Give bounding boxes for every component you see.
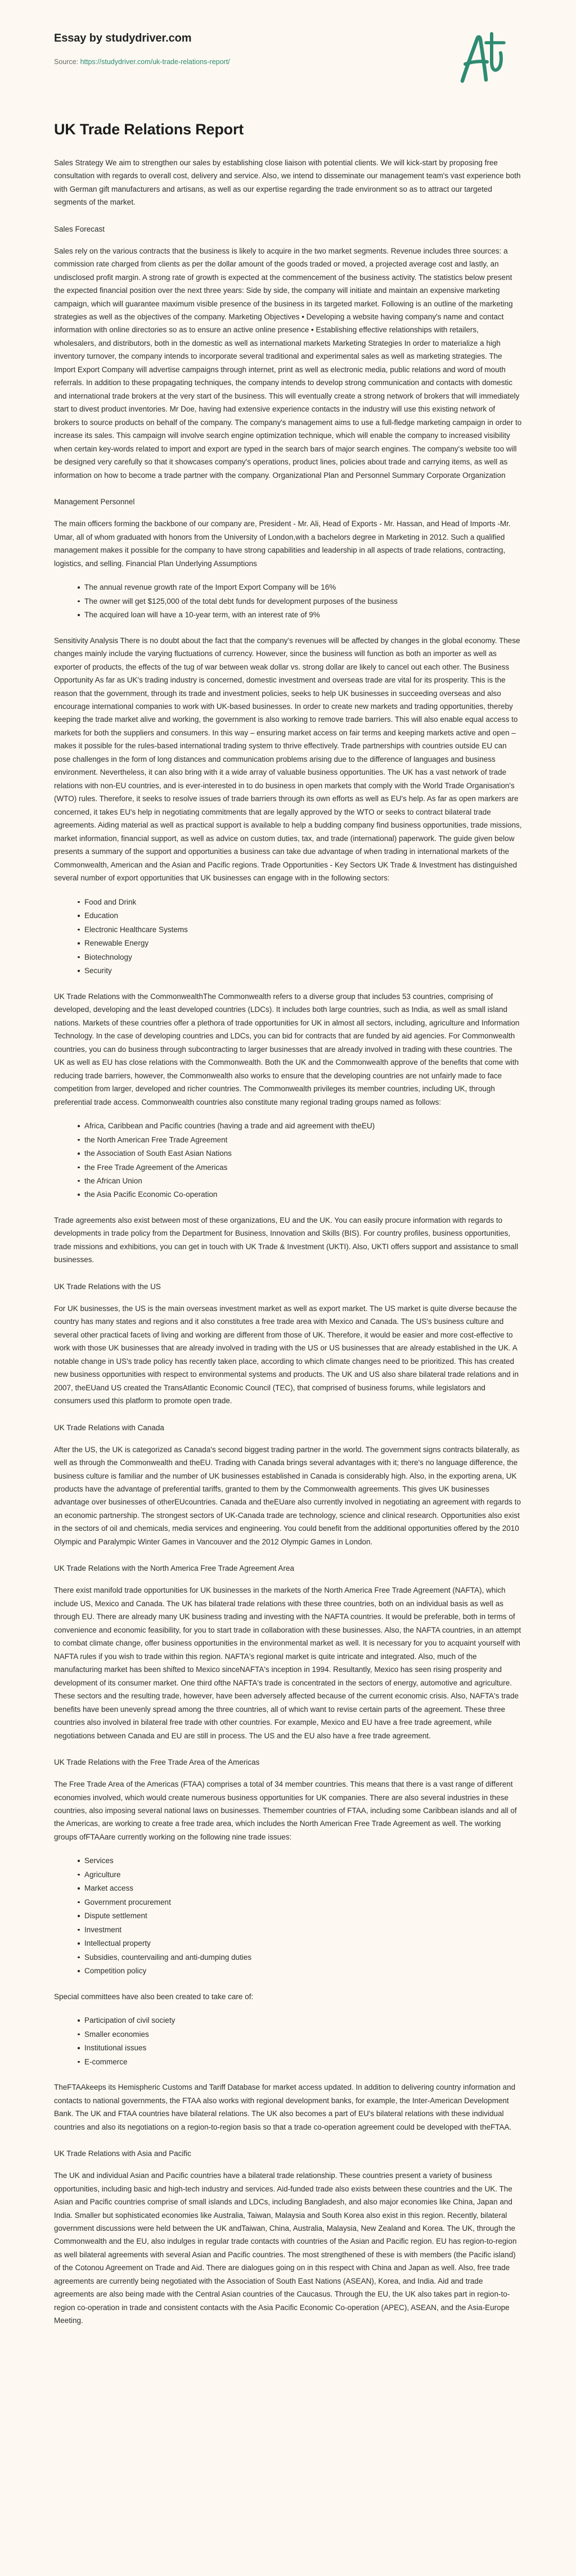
paragraph: The main officers forming the backbone of our company are, President - Mr. Ali, Head of Exports - Mr. Hassan, and Head of Imports -Mr. Umar, all of whom graduated with honors from the University of London,with a bachelors degree in Marketing in 2012. Such a qualified management makes it possible for the company to have strong capabilities and leadership in all aspects of trade relations, contracting, logistics, and selling. Financial Plan Underlying Assumptions — [54, 519, 511, 568]
list-item: the North American Free Trade Agreement — [78, 1133, 522, 1146]
list-item: the Association of South East Asian Nations — [78, 1147, 522, 1160]
paragraph: There exist manifold trade opportunities for UK businesses in the markets of the North America Free Trade Agreement (NAFTA), which include US, Mexico and Canada. The UK has bilateral trade relations with these three countries, both on an individual basis as well as through EU. There are already many UK business trading and investing with the NAFTA countries. It would be preferable, both in terms of convenience and economic feasibility, for you to start trade in collaboration with these businesses. Also, the NAFTA countries, in an attempt to combat climate change, offer business opportunities in the environmental market as well. It is necessary for you to acquaint yourself with NAFTA rules if you wish to trade within this region. NAFTA's regional market is quite intricate and integrated. Also, much of the manufacturing market has been shifted to Mexico sinceNAFTA's inception in 1994. Resultantly, Mexico has seen rising prosperity and development of its consumer market. One third ofthe NAFTA's trade is concentrated in the sectors of energy, automotive and agriculture. These sectors and the resulting trade, however, have been adversely affected because of the current economic crisis. Also, NAFTA's trade benefits have been unevenly spread among the three countries, all of which want to revise certain parts of the agreement. These three countries also involved in bilateral free trade with other countries. For example, Mexico and EU have a free trade agreement, while negotiations between Canada and EU are still in process. The US and the EU also have a free trade agreement. — [54, 1586, 521, 1740]
list-item: Competition policy — [78, 1964, 522, 1977]
source-url-link[interactable]: https://studydriver.com/uk-trade-relations-report/ — [80, 58, 230, 66]
section-heading-sales-forecast: Sales Forecast — [54, 224, 105, 233]
section-heading-asia-pacific: UK Trade Relations with Asia and Pacific — [54, 2149, 191, 2158]
document-body — [0, 85, 576, 2378]
list-item: The owner will get $125,000 of the total debt funds for development purposes of the business — [78, 595, 522, 608]
list-item: Dispute settlement — [78, 1909, 522, 1922]
a-plus-logo-icon — [457, 29, 508, 85]
list-item: Renewable Energy — [78, 937, 522, 950]
paragraph: The Free Trade Area of the Americas (FTAA) comprises a total of 34 member countries. This means that there is a vast range of different economies involved, which would create numerous business opportunities for UK companies. There are also several industries in these countries, also imposing several national laws on businesses. Themember countries of FTAA, including some Caribbean islands and all of the Americas, are working to create a free trade area, which includes the North American Free Trade Agreement as well. The working groups ofFTAAare currently working on the following nine trade issues: — [54, 1780, 517, 1841]
regional-trading-groups-list — [54, 1119, 522, 1201]
paragraph-commonwealth: UK Trade Relations with the CommonwealthThe Commonwealth refers to a diverse group that includes 53 countries, comprising of developed, developing and the least developed countries (LDCs). It includes both large countries, such as India, as well as small island nations. Markets of these countries offer a plethora of trade opportunities for UK in almost all sectors, including, agriculture and Information Technology. In the case of developing countries and LDCs, you can bid for contracts that are funded by aid agencies. For Commonwealth countries, you can do business through subcontracting to larger businesses that are already involved in trading with these countries. The UK as well as EU has close relations with the Commonwealth. Both the UK and the Commonwealth approve of the benefits that come with reducing trade barriers, however, the Commonwealth also works to ensure that the developing countries are not unfairly made to face competition from larger, developed and richer countries. The Commonwealth privileges its member countries, including UK, through preferential trade access. Commonwealth countries also constitute many regional trading groups named as follows: — [54, 992, 520, 1106]
section-heading-us: UK Trade Relations with the US — [54, 1282, 161, 1291]
paragraph: Trade agreements also exist between most of these organizations, EU and the UK. You can easily procure information with regards to developments in trade policy from the Department for Business, Innovation and Skills (BIS). For country profiles, business opportunities, trade missions and exhibitions, you can get in touch with UK Trade & Investment (UKTI). Also, UKTI offers support and assistance to small businesses. — [54, 1215, 519, 1264]
section-heading-ftaa: UK Trade Relations with the Free Trade Area of the Americas — [54, 1758, 260, 1767]
list-item: Food and Drink — [78, 896, 522, 909]
list-item: Government procurement — [78, 1896, 522, 1909]
paragraph: Sensitivity Analysis There is no doubt about the fact that the company's revenues will be affected by changes in the global economy. These changes mainly include the varying fluctuations of currency. However, since the business will function as both an importer as well as exporter of products, the effects of the tug of war between weak dollar vs. strong dollar are likely to cancel out each other. The Business Opportunity As far as UK's trading industry is concerned, domestic investment and overseas trade are vital for its prosperity. This is the reason that the government, through its trade and investment policies, seeks to help UK businesses in succeeding overseas and also encourage international companies to work with UK-based businesses. In order to create new markets and trading opportunities, thereby keeping the trade market alive and working, the government is also working to remove trade barriers. This will also enable equal access to markets for both the suppliers and consumers. In this way – ensuring market access on fair terms and keeping markets active and open – makes it possible for the rules-based international trading system to thrive effectively. Trade partnerships with countries outside EU can pose challenges in the form of long distances and communication problems arising due to the difference of languages and business environment. Nevertheless, it can also bring with it a wide array of valuable business opportunities. The UK has a vast network of trade relations with non-EU countries, and is ever-interested in to do business in open markets that comply with the World Trade Organisation's (WTO) rules. Therefore, it seeks to resolve issues of trade barriers through its own efforts as well as EU's help. As far as open markers are concerned, it takes EU's help in negotiating commitments that are legally approved by the WTO or seeks to contract bilateral trade agreements. Aiding material as well as practical support is available to help a budding company find business opportunities, trade missions, market information, financial support, as well as advice on custom duties, tax, and trade (international) paperwork. The guide given below presents a summary of the support and opportunities a business can take due advantage of when trading in international markets of the Commonwealth, American and the Asian and Pacific regions. Trade Opportunities - Key Sectors UK Trade & Investment has distinguished several number of export opportunities that UK businesses can engage with in the following sectors: — [54, 636, 522, 883]
brand-title: Essay by studydriver.com — [54, 32, 192, 44]
list-item: Electronic Healthcare Systems — [78, 923, 522, 936]
list-item: the African Union — [78, 1174, 522, 1187]
list-item: Africa, Caribbean and Pacific countries (having a trade and aid agreement with theEU) — [78, 1119, 522, 1132]
list-item: Services — [78, 1854, 522, 1867]
list-item: Institutional issues — [78, 2041, 522, 2054]
assumptions-list — [54, 581, 522, 621]
section-heading-nafta: UK Trade Relations with the North America Free Trade Agreement Area — [54, 1564, 294, 1573]
list-item: Security — [78, 964, 522, 977]
source-line — [54, 57, 230, 66]
section-heading-canada: UK Trade Relations with Canada — [54, 1423, 164, 1432]
list-item: The annual revenue growth rate of the Import Export Company will be 16% — [78, 581, 522, 594]
key-sectors-list — [54, 896, 522, 978]
list-item: Biotechnology — [78, 951, 522, 964]
list-item: Participation of civil society — [78, 2014, 522, 2027]
paragraph: For UK businesses, the US is the main overseas investment market as well as export market. The US market is quite diverse because the country has many states and regions and it also constitutes a free trade area with Mexico and Canada. The US's business culture and several other practical facets of living and working are different from those of UK. Therefore, it would be easier and more cost-effective to work with those UK businesses that are already involved in trading with the US or US businesses that are already established in the UK. A notable change in US's trade policy has recently taken place, according to which climate changes need to be prioritized. This has created new business opportunities with respect to environmental systems and products. The UK and US also share bilateral trade relations and in 2007, theEUand US created the TransAtlantic Economic Council (TEC), that comprised of business forums, while legislators and consumers used this platform to promote open trade. — [54, 1304, 519, 1405]
list-item: Subsidies, countervailing and anti-dumping duties — [78, 1951, 522, 1964]
special-committees-list — [54, 2014, 522, 2068]
list-item: Market access — [78, 1882, 522, 1895]
intro-paragraph: Sales Strategy We aim to strengthen our sales by establishing close liaison with potential clients. We will kick-start by proposing free consultation with regards to overall cost, delivery and service. Also, we intend to disseminate our management team's vast experience both with German gift manufacturers and artisans, as well as our expertise regarding the trade environment so as to attract our targeted segments of the market. — [54, 158, 521, 207]
source-label: Source: — [54, 58, 79, 66]
header-left-block — [54, 29, 230, 66]
paragraph: The UK and individual Asian and Pacific countries have a bilateral trade relationship. These countries present a variety of business opportunities, including basic and high-tech industry and services. Aid-funded trade also exists between these countries and the UK. The Asian and Pacific countries comprise of small islands and LDCs, including Bangladesh, and also major economies like China, Japan and India. Smaller but sophisticated economies like Australia, Taiwan, Malaysia and South Korea also exist in this region. Recently, bilateral government discussions were held between the UK andTaiwan, China, Australia, Malaysia, New Zealand and Korea. The UK, through the Commonwealth and the EU, also indulges in regular trade contacts with countries of the Asian and Pacific region. EU has region-to-region as well bilateral agreements with several Asian and Pacific countries. The most strengthened of these is with members (the Pacific island) of the Cotonou Agreement on Trade and Aid. There are dialogues going on in this respect with China and Japan as well. Also, free trade agreements are currently being negotiated with the Association of South East Nations (ASEAN), Korea, and India. Aid and trade agreements are also being made with the Central Asian countries of the Caucasus. Through the EU, the UK also takes part in region-to-region co-operation in trade and consistent contacts with the Asia Pacific Economic Co-operation (APEC), ASEAN, and the Asia-Europe Meeting. — [54, 2171, 517, 2325]
paragraph: Special committees have also been created to take care of: — [54, 1992, 254, 2001]
list-item: Education — [78, 909, 522, 922]
list-item: the Asia Pacific Economic Co-operation — [78, 1188, 522, 1201]
list-item: Investment — [78, 1923, 522, 1936]
list-item: The acquired loan will have a 10-year term, with an interest rate of 9% — [78, 608, 522, 621]
list-item: Agriculture — [78, 1868, 522, 1881]
paragraph: TheFTAAkeeps its Hemispheric Customs and Tariff Database for market access updated. In addition to delivering country information and contacts to national governments, the FTAA also works with regional development banks, for example, the Inter-American Development Bank. The UK and FTAA countries have bilateral relations. The UK also becomes a part of EU's bilateral relations with these individual countries and also its negotiations on a region-to-region basis so that a trade co-operation agreement could be developed with theFTAA. — [54, 2083, 516, 2131]
paragraph: After the US, the UK is categorized as Canada's second biggest trading partner in the world. The government signs contracts bilaterally, as well as through the Commonwealth and theEU. Trading with Canada brings several advantages with it; there's no language difference, the business culture is familiar and the number of UK businesses established in Canada is considerably high. Also, in the exporting arena, UK products have the advantage of preferential tariffs, granted to them by the Commonwealth agreements. This gives UK businesses advantage over businesses of otherEUcountries. Canada and theEUare also currently involved in negotiating an agreement with regards to an economic partnership. The strongest sectors of UK-Canada trade are technology, science and clinical research. Opportunities also exist in the sectors of oil and chemicals, media services and engineering. You could benefit from the additional opportunities offered by the 2010 Olympic and Paralympic Winter Games in Vancouver and the 2012 Olympic Games in London. — [54, 1445, 521, 1546]
list-item: Smaller economies — [78, 2028, 522, 2041]
paragraph: Sales rely on the various contracts that the business is likely to acquire in the two market segments. Revenue includes three sources: a commission rate charged from clients as per the dollar amount of the goods traded or moved, a projected average cost and lastly, an undisclosed profit margin. A strong rate of growth is expected at the commencement of the business activity. The statistics below present the expected financial position over the next three years: Side by side, the company will initiate and maintain an expensive marketing campaign, which will guarantee maximum visible presence of the business in its targeted market. Following is an outline of the marketing strategies as well as the objectives of the company. Marketing Objectives • Developing a website having company's name and contact information with online directories so as to ensure an active online presence • Establishing effective relationships with retailers, wholesalers, and distributors, both in the domestic as well as international markets Marketing Strategies In order to materialize a high inventory turnover, the company intends to incorporate several traditional and experimental sales as well as marketing strategies. The Import Export Company will advertise campaigns through internet, print as well as electronic media, public relations and word of mouth referrals. In addition to these propagating techniques, the company intends to develop strong communication and contacts with domestic and international trade brokers at the very start of the business. This will eventually create a strong network of brokers that will immediately start to divest product inventories. Mr Doe, having had extensive experience contacts in the industry will use this existing network of brokers to source products on behalf of the company. The company's management aims to use a full-fledge marketing campaign in order to increase its sales. This campaign will involve search engine optimization technique, which will enable the company to increased visibility when certain key-words related to import and export are typed in the search bars of major search engines. The company's website too will be designed very carefully so that it showcases company's operations, product lines, policies about trade and carrying items, as well as information on how to become a trade partner with the company. Organizational Plan and Personnel Summary Corporate Organization — [54, 246, 522, 480]
page-title: UK Trade Relations Report — [54, 121, 244, 138]
list-item: the Free Trade Agreement of the Americas — [78, 1161, 522, 1174]
list-item: E-commerce — [78, 2055, 522, 2068]
site-header — [0, 0, 576, 85]
trade-issues-list — [54, 1854, 522, 1977]
section-heading-management-personnel: Management Personnel — [54, 498, 135, 507]
list-item: Intellectual property — [78, 1937, 522, 1950]
